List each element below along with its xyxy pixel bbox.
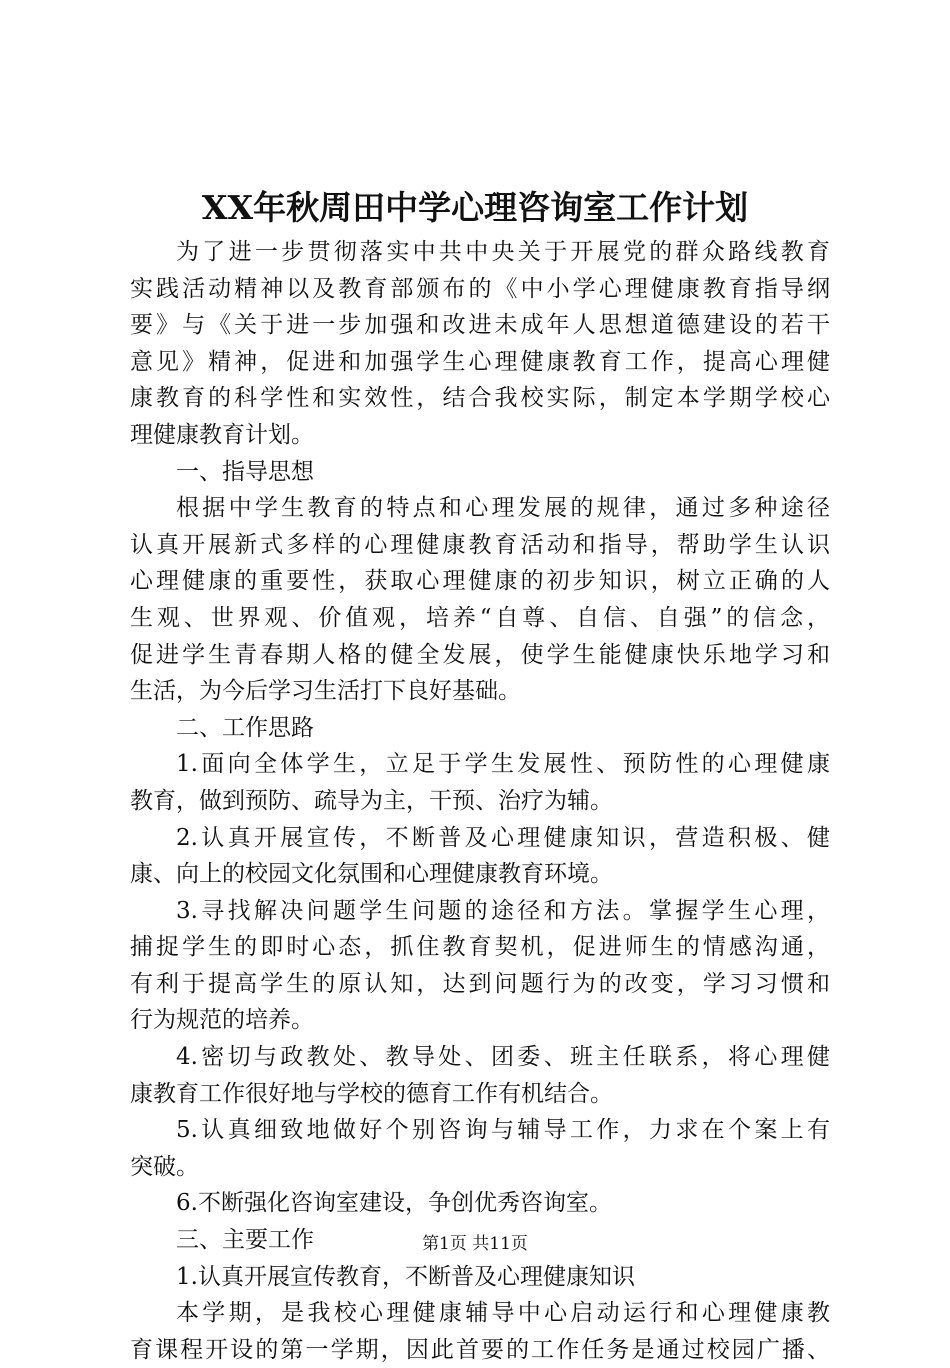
paragraph-line: 捕捉学生的即时心态，抓住教育契机，促进师生的情感沟通， bbox=[130, 934, 830, 961]
paragraph-line: 心理健康的重要性，获取心理健康的初步知识，树立正确的人 bbox=[130, 568, 830, 595]
paragraph-line: 6.不断强化咨询室建设，争创优秀咨询室。 bbox=[176, 1190, 612, 1217]
paragraph-line: 为了进一步贯彻落实中共中央关于开展党的群众路线教育 bbox=[176, 239, 830, 265]
paragraph-line: 康教育的科学性和实效性，结合我校实际，制定本学期学校心 bbox=[130, 385, 830, 412]
paragraph-line: 有利于提高学生的原认知，达到问题行为的改变，学习习惯和 bbox=[130, 970, 830, 997]
section-heading: 三、主要工作 bbox=[176, 1227, 314, 1254]
paragraph-line: 行为规范的培养。 bbox=[130, 1007, 314, 1034]
paragraph-line: 认真开展新式多样的心理健康教育活动和指导，帮助学生认识 bbox=[130, 531, 830, 558]
paragraph-line: 2.认真开展宣传，不断普及心理健康知识，营造积极、健 bbox=[176, 824, 830, 851]
paragraph-line: 突破。 bbox=[130, 1153, 199, 1180]
paragraph-line: 1.面向全体学生，立足于学生发展性、预防性的心理健康 bbox=[176, 751, 830, 778]
paragraph-line: 意见》精神，促进和加强学生心理健康教育工作，提高心理健 bbox=[130, 348, 830, 375]
paragraph-line: 生观、世界观、价值观，培养“自尊、自信、自强”的信念， bbox=[130, 604, 830, 631]
paragraph-line: 根据中学生教育的特点和心理发展的规律，通过多种途径 bbox=[176, 495, 830, 522]
paragraph-line: 康、向上的校园文化氛围和心理健康教育环境。 bbox=[130, 861, 613, 888]
paragraph-line: 实践活动精神以及教育部颁布的《中小学心理健康教育指导纲 bbox=[130, 275, 830, 302]
subsection-heading: 1.认真开展宣传教育，不断普及心理健康知识 bbox=[176, 1263, 635, 1290]
paragraph-line: 本学期，是我校心理健康辅导中心启动运行和心理健康教 bbox=[176, 1300, 830, 1327]
page-number: 第1页 共11页 bbox=[422, 1234, 528, 1254]
paragraph-line: 5.认真细致地做好个别咨询与辅导工作，力求在个案上有 bbox=[176, 1117, 830, 1144]
paragraph-line: 3.寻找解决问题学生问题的途径和方法。掌握学生心理， bbox=[176, 897, 830, 924]
section-heading: 一、指导思想 bbox=[176, 458, 314, 485]
paragraph-line: 要》与《关于进一步加强和改进未成年人思想道德建设的若干 bbox=[130, 312, 830, 339]
paragraph-line: 生活，为今后学习生活打下良好基础。 bbox=[130, 678, 521, 705]
paragraph-line: 育课程开设的第一学期，因此首要的工作任务是通过校园广播、 bbox=[130, 1336, 830, 1363]
document-body bbox=[130, 234, 830, 1368]
paragraph-line: 理健康教育计划。 bbox=[130, 421, 314, 448]
paragraph-line: 4.密切与政教处、教导处、团委、班主任联系，将心理健 bbox=[176, 1044, 830, 1071]
section-heading: 二、工作思路 bbox=[176, 714, 314, 741]
paragraph-line: 促进学生青春期人格的健全发展，使学生能健康快乐地学习和 bbox=[130, 641, 830, 668]
paragraph-line: 教育，做到预防、疏导为主，干预、治疗为辅。 bbox=[130, 787, 613, 814]
paragraph-line: 康教育工作很好地与学校的德育工作有机结合。 bbox=[130, 1080, 613, 1107]
document-title: XX年秋周田中学心理咨询室工作计划 bbox=[201, 188, 749, 227]
